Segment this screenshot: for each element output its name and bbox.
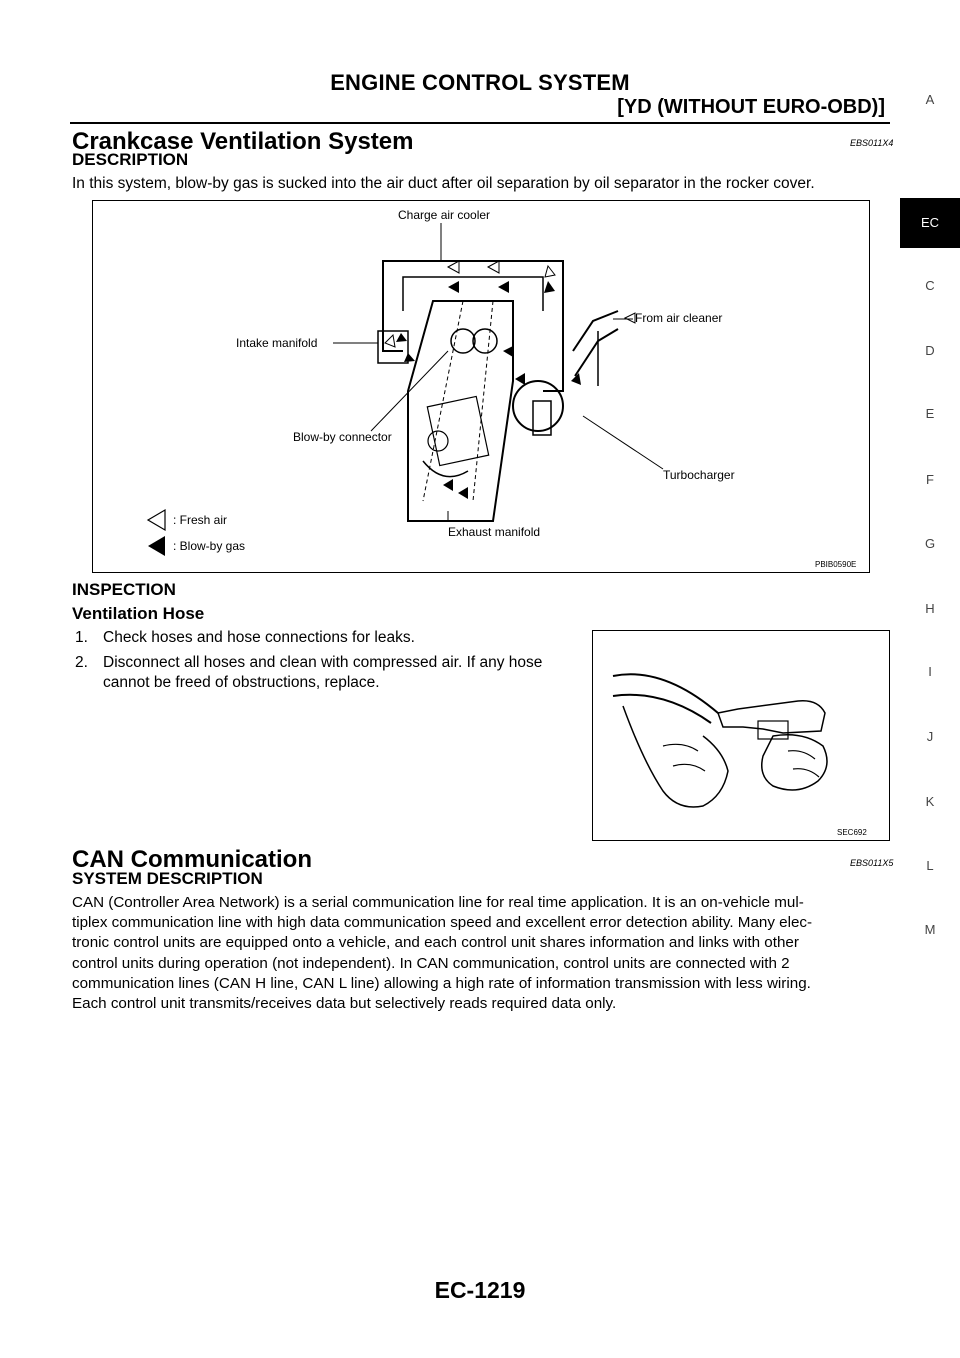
legend-fresh-air: : Fresh air bbox=[173, 513, 228, 527]
label-intake-manifold: Intake manifold bbox=[236, 336, 318, 350]
ventilation-hose-heading: Ventilation Hose bbox=[72, 604, 205, 623]
side-tab-d[interactable]: D bbox=[925, 343, 935, 358]
figure-code-sec692: SEC692 bbox=[837, 828, 867, 837]
side-tab-f[interactable]: F bbox=[926, 472, 934, 487]
page-header-subtitle: [YD (WITHOUT EURO-OBD)] bbox=[617, 96, 885, 118]
side-tab-a[interactable]: A bbox=[925, 92, 935, 107]
side-tab-g[interactable]: G bbox=[924, 536, 936, 551]
hose-cleaning-figure bbox=[592, 630, 890, 841]
step-2-text-cont: cannot be freed of obstructions, replace. bbox=[103, 674, 380, 691]
section-title-crankcase: Crankcase Ventilation System bbox=[72, 128, 414, 155]
header-rule bbox=[70, 122, 890, 124]
label-charge-air-cooler: Charge air cooler bbox=[398, 208, 491, 222]
section-title-can: CAN Communication bbox=[72, 846, 312, 873]
side-tab-l[interactable]: L bbox=[926, 858, 934, 873]
section-code-can: EBS011X5 bbox=[850, 858, 894, 868]
hose-cleaning-svg bbox=[593, 631, 889, 840]
step-1-text: Check hoses and hose connections for leaks. bbox=[103, 629, 415, 646]
label-exhaust-manifold: Exhaust manifold bbox=[448, 525, 541, 539]
side-tab-j[interactable]: J bbox=[926, 729, 934, 744]
page-number: EC-1219 bbox=[434, 1277, 526, 1303]
label-turbocharger: Turbocharger bbox=[663, 468, 735, 482]
page-header-title: ENGINE CONTROL SYSTEM bbox=[330, 70, 630, 95]
step-1-number: 1. bbox=[75, 629, 88, 646]
inspection-heading: INSPECTION bbox=[72, 580, 176, 599]
figure-code-pbib0590e: PBIB0590E bbox=[815, 560, 857, 569]
section-code-crankcase: EBS011X4 bbox=[850, 138, 894, 148]
can-line-5: communication lines (CAN H line, CAN L line) allowing a high rate of information transmission with less wiring. bbox=[72, 974, 811, 992]
crankcase-diagram-svg bbox=[93, 201, 869, 572]
label-from-air-cleaner: From air cleaner bbox=[635, 311, 723, 325]
label-blowby-connector: Blow-by connector bbox=[293, 430, 392, 444]
can-line-3: tronic control units are equipped onto a vehicle, and each control unit shares information and links with other bbox=[72, 934, 799, 952]
side-tab-i[interactable]: I bbox=[928, 664, 932, 679]
side-tab-c[interactable]: C bbox=[925, 278, 935, 293]
side-tab-ec[interactable]: EC bbox=[900, 198, 960, 248]
side-tab-h[interactable]: H bbox=[925, 601, 935, 616]
step-2-text: Disconnect all hoses and clean with compressed air. If any hose bbox=[103, 654, 543, 671]
can-description-paragraph bbox=[72, 893, 892, 1014]
description-text: In this system, blow-by gas is sucked into the air duct after oil separation by oil separator in the rocker cover. bbox=[72, 175, 815, 192]
side-tab-m[interactable]: M bbox=[924, 922, 936, 937]
can-line-6: Each control unit transmits/receives data but selectively reads required data only. bbox=[72, 995, 617, 1013]
legend-blowby-gas: : Blow-by gas bbox=[173, 539, 246, 553]
can-system-description-heading: SYSTEM DESCRIPTION bbox=[72, 869, 263, 888]
can-line-4: control units during operation (not independent). In CAN communication, control units are connected with 2 bbox=[72, 954, 790, 972]
can-line-2: tiplex communication line with high data communication speed and excellent error detection ability. Many elec- bbox=[72, 914, 813, 932]
description-heading: DESCRIPTION bbox=[72, 150, 189, 169]
side-tab-e[interactable]: E bbox=[925, 406, 935, 421]
can-line-1: CAN (Controller Area Network) is a serial communication line for real time application. It is an on-vehicle mul- bbox=[72, 894, 804, 911]
step-2-number: 2. bbox=[75, 654, 88, 671]
crankcase-diagram-figure bbox=[92, 200, 870, 573]
side-tab-k[interactable]: K bbox=[925, 794, 935, 809]
